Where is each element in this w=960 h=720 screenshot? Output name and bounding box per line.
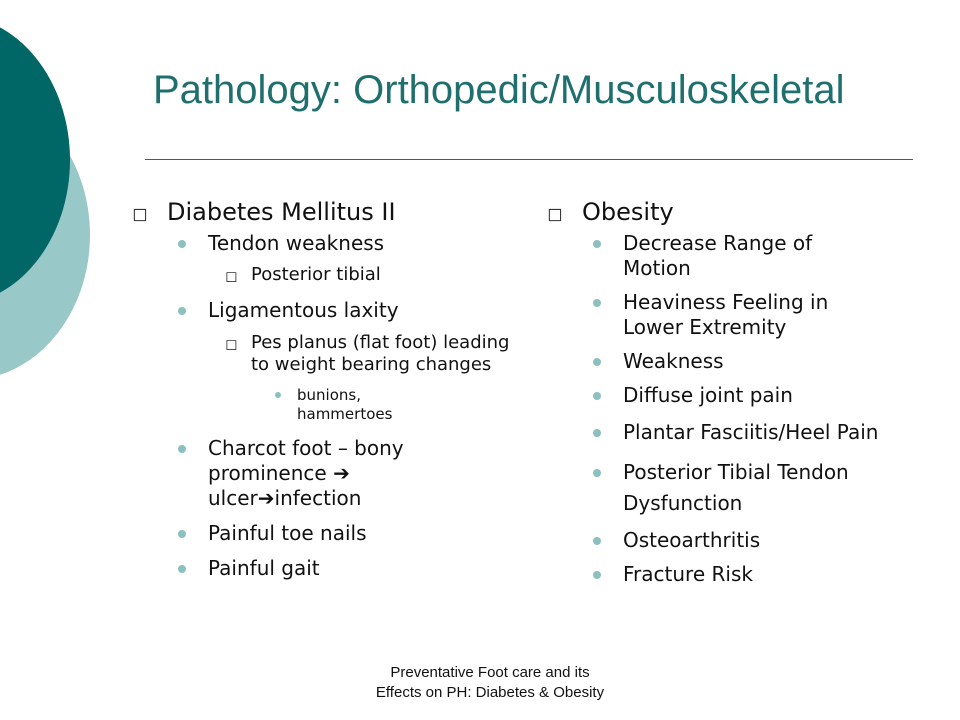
list-item: Posterior Tibial Tendon Dysfunction (545, 457, 883, 519)
square-bullet-icon: ◻ (547, 203, 563, 225)
list-item-gait: Painful gait (130, 556, 510, 581)
diabetes-heading: ◻ Diabetes Mellitus II (130, 197, 510, 227)
bullet-icon (593, 571, 601, 579)
square-bullet-icon: ◻ (132, 203, 148, 225)
right-column (545, 197, 905, 587)
left-column (130, 197, 510, 581)
bullet-icon (593, 358, 601, 366)
bullet-icon (593, 537, 601, 545)
bullet-icon (593, 299, 601, 307)
bullet-icon (593, 469, 601, 477)
list-item-ligament: Ligamentous laxity (130, 298, 510, 323)
square-bullet-icon: ◻ (225, 335, 238, 353)
slide-footer: Preventative Foot care and its Effects on PH: Diabetes & Obesity (375, 664, 605, 701)
list-item-bunions: bunions, hammertoes (130, 386, 447, 424)
list-item: Diffuse joint pain (545, 383, 905, 408)
list-item: Fracture Risk (545, 562, 905, 587)
bullet-icon (178, 240, 186, 248)
list-item-toe-nails: Painful toe nails (130, 521, 510, 546)
slide-title: Pathology: Orthopedic/Musculoskeletal (153, 68, 845, 112)
bullet-icon (593, 392, 601, 400)
list-item-posterior-tibial: ◻ Posterior tibial (225, 264, 381, 285)
list-item: Osteoarthritis (545, 528, 905, 553)
arrow-right-icon: ➔ (333, 461, 350, 485)
title-divider (145, 159, 913, 160)
arrow-right-icon: ➔ (257, 486, 275, 510)
bullet-icon (178, 445, 186, 453)
bullet-icon (275, 392, 281, 398)
list-item: Weakness (545, 349, 905, 374)
bullet-icon (178, 530, 186, 538)
bullet-icon (593, 240, 601, 248)
list-item-pes-planus: ◻ Pes planus (flat foot) leading to weight bearing changes (225, 332, 510, 375)
bullet-icon (593, 429, 601, 437)
list-item: Plantar Fasciitis/Heel Pain (545, 417, 893, 448)
square-bullet-icon: ◻ (225, 267, 238, 285)
obesity-heading: ◻ Obesity (545, 197, 905, 227)
list-item: Heaviness Feeling in Lower Extremity (545, 290, 893, 340)
list-item-tendon: Tendon weakness (130, 231, 510, 256)
list-item-charcot: Charcot foot – bony prominence ➔ ulcer➔infection (130, 436, 418, 511)
list-item: Decrease Range of Motion (545, 231, 863, 281)
bullet-icon (178, 565, 186, 573)
bullet-icon (178, 307, 186, 315)
